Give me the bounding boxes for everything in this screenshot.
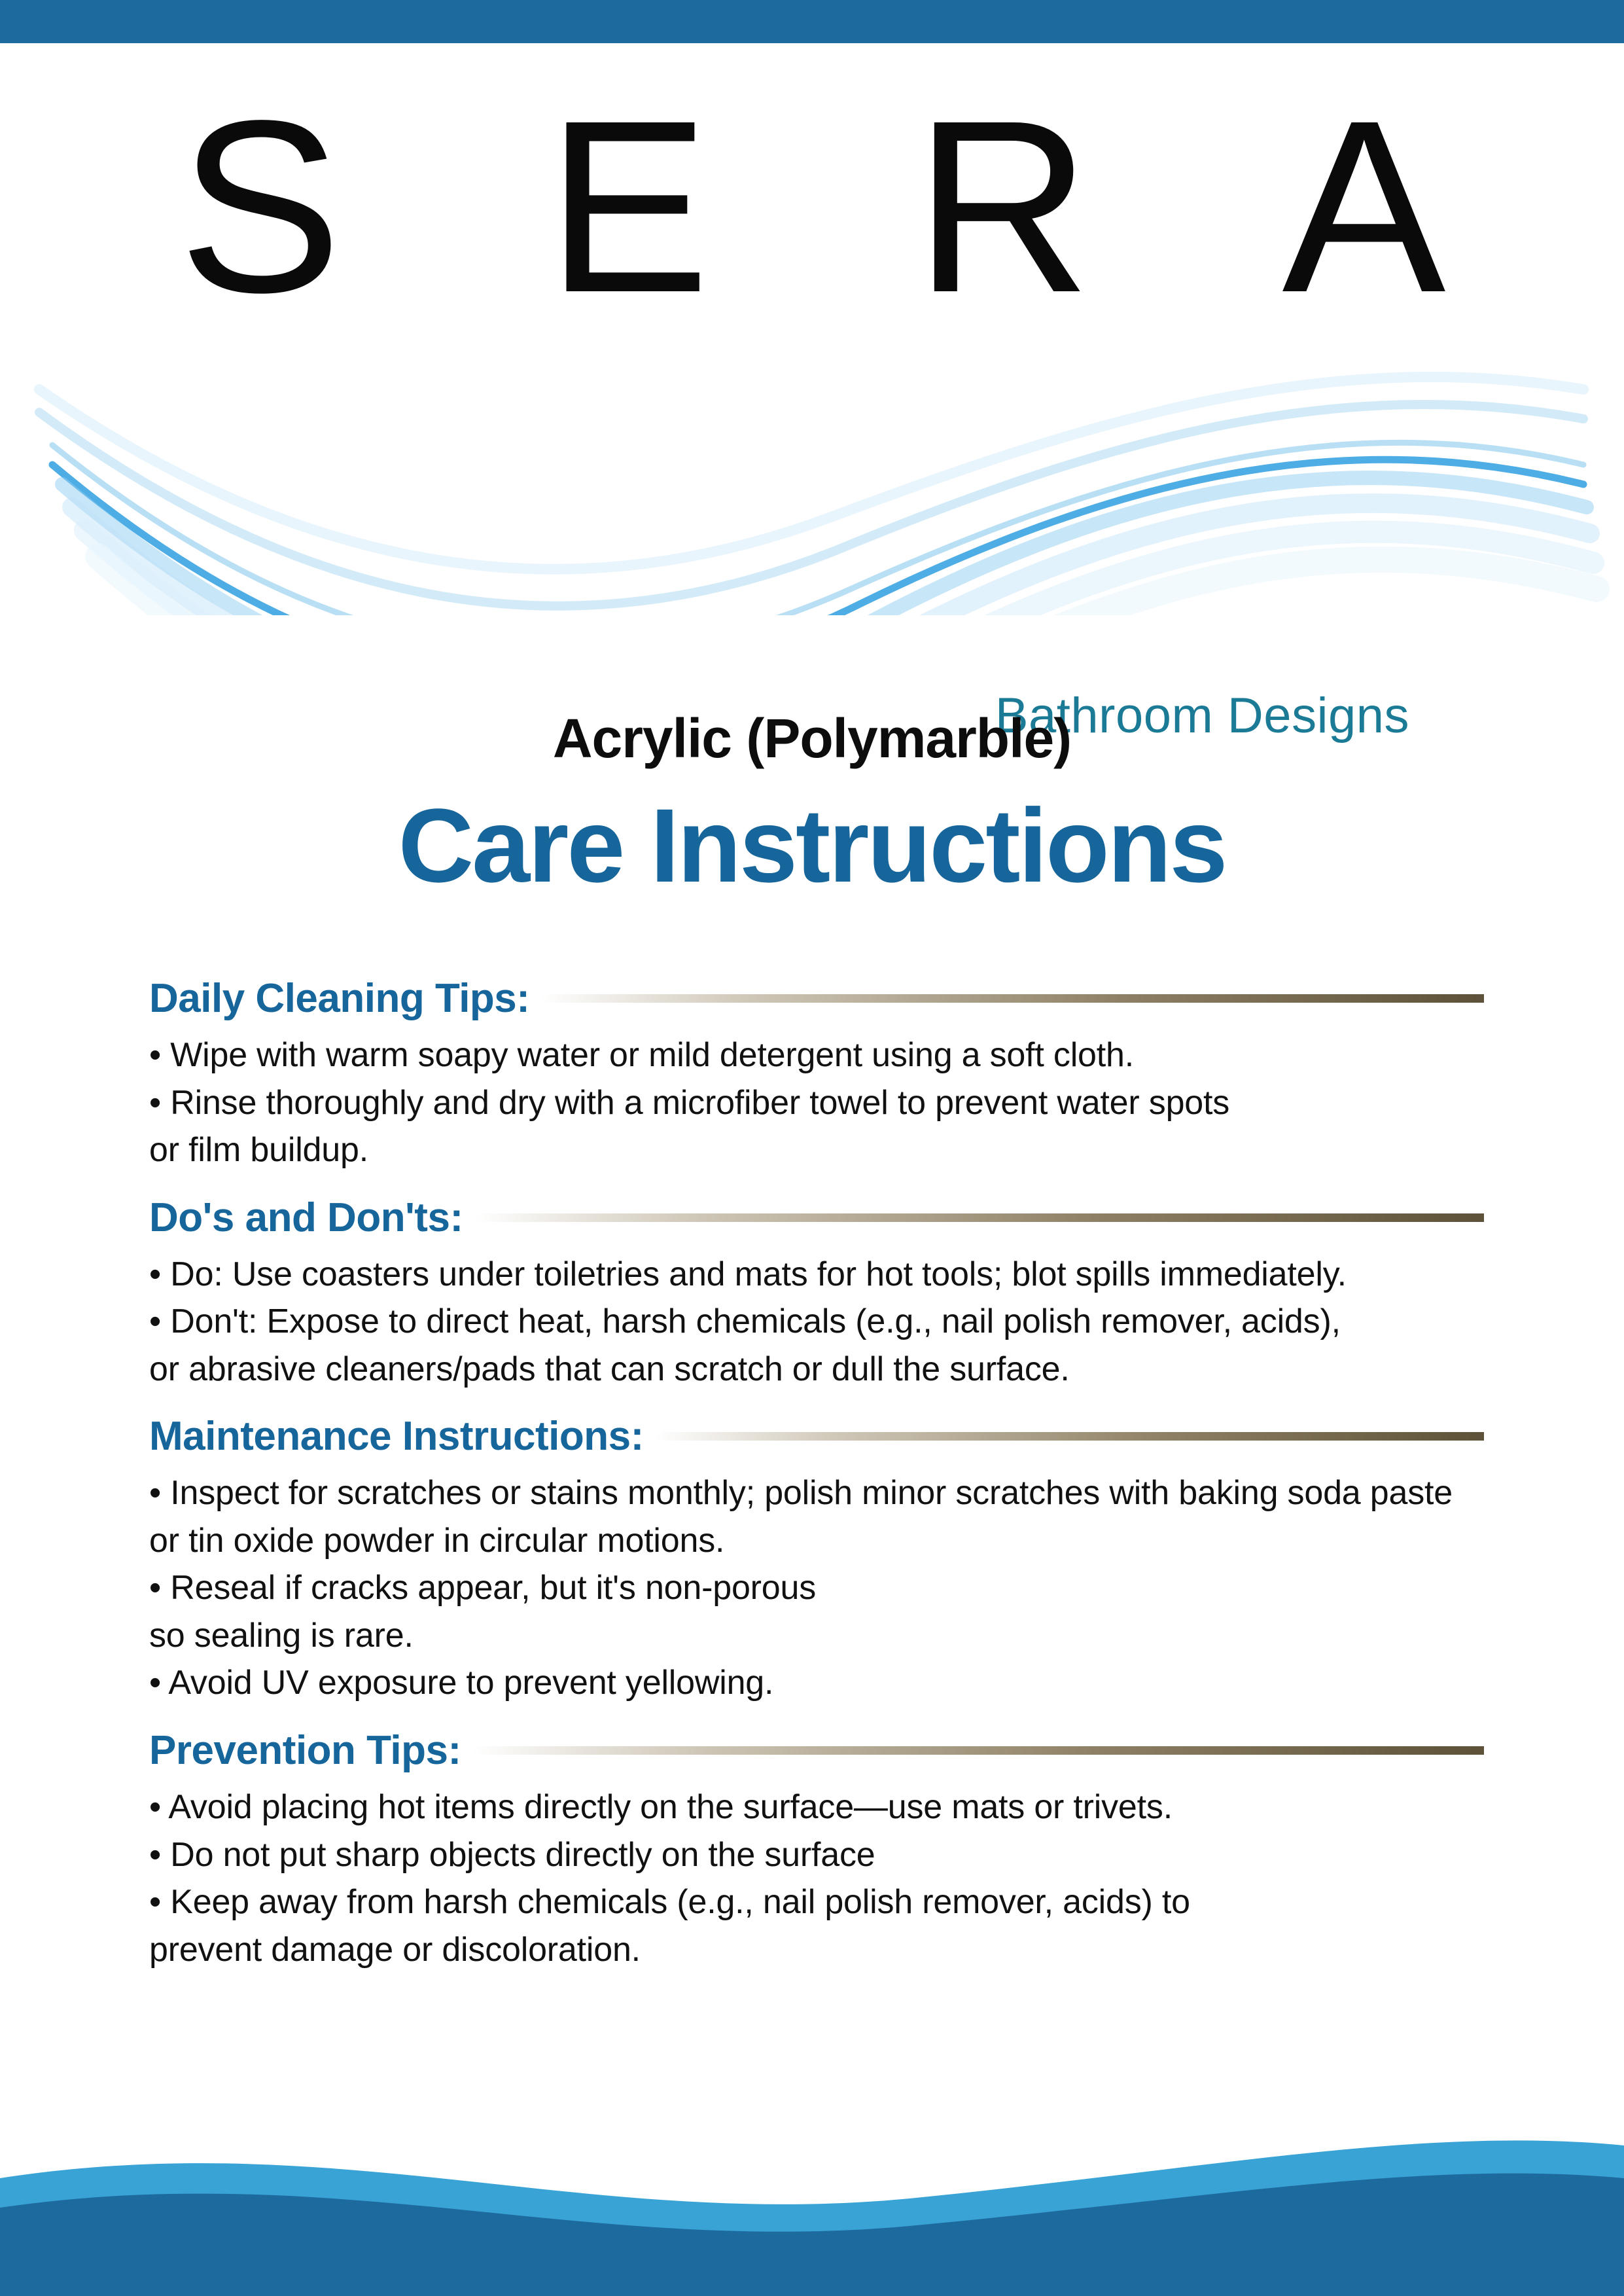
list-item: or tin oxide powder in circular motions. <box>149 1521 725 1560</box>
section-rule <box>656 1432 1484 1441</box>
section-rule <box>473 1746 1484 1755</box>
list-item: prevent damage or discoloration. <box>149 1930 641 1969</box>
section-maintenance-instructions <box>149 1413 1484 1705</box>
section-title: Do's and Don'ts: <box>149 1194 463 1240</box>
document-subtitle: Acrylic (Polymarble) <box>552 708 1072 769</box>
list-item: • Inspect for scratches or stains monthly; polish minor scratches with baking soda paste <box>149 1474 1453 1513</box>
list-item: • Do: Use coasters under toiletries and mats for hot tools; blot spills immediately. <box>149 1255 1347 1293</box>
list-item: or abrasive cleaners/pads that can scratch or dull the surface. <box>149 1350 1070 1388</box>
section-daily-cleaning <box>149 975 1484 1172</box>
section-header <box>149 975 1484 1022</box>
list-item: • Avoid UV exposure to prevent yellowing. <box>149 1664 774 1702</box>
section-prevention-tips <box>149 1727 1484 1971</box>
list-item: • Keep away from harsh chemicals (e.g., nail polish remover, acids) to <box>149 1883 1190 1922</box>
section-dos-and-donts <box>149 1194 1484 1391</box>
section-title: Prevention Tips: <box>149 1728 461 1774</box>
brand-tagline: Bathroom Designs <box>995 688 1409 744</box>
list-item: • Avoid placing hot items directly on the surface—use mats or trivets. <box>149 1788 1173 1827</box>
section-header <box>149 1727 1484 1774</box>
list-item: or film buildup. <box>149 1131 368 1170</box>
section-header <box>149 1194 1484 1241</box>
list-item: so sealing is rare. <box>149 1616 414 1655</box>
list-item: • Reseal if cracks appear, but it's non-porous <box>149 1569 817 1607</box>
list-item: • Do not put sharp objects directly on the surface <box>149 1835 875 1874</box>
section-title: Maintenance Instructions: <box>149 1414 644 1460</box>
section-rule <box>541 994 1484 1003</box>
list-item: • Don't: Expose to direct heat, harsh chemicals (e.g., nail polish remover, acids), <box>149 1302 1341 1341</box>
section-rule <box>475 1213 1484 1222</box>
care-instructions-content <box>149 975 1484 1994</box>
section-title: Daily Cleaning Tips: <box>149 976 530 1021</box>
page-title: Care Instructions <box>398 787 1226 904</box>
section-header <box>149 1413 1484 1460</box>
wave-decoration-icon <box>0 249 1624 615</box>
brand-logo-text: S E R A <box>178 70 1514 344</box>
list-item: • Wipe with warm soapy water or mild detergent using a soft cloth. <box>149 1036 1134 1074</box>
list-item: • Rinse thoroughly and dry with a microfiber towel to prevent water spots <box>149 1083 1230 1122</box>
bottom-wave-decoration <box>0 2100 1624 2296</box>
top-accent-bar <box>0 0 1624 43</box>
